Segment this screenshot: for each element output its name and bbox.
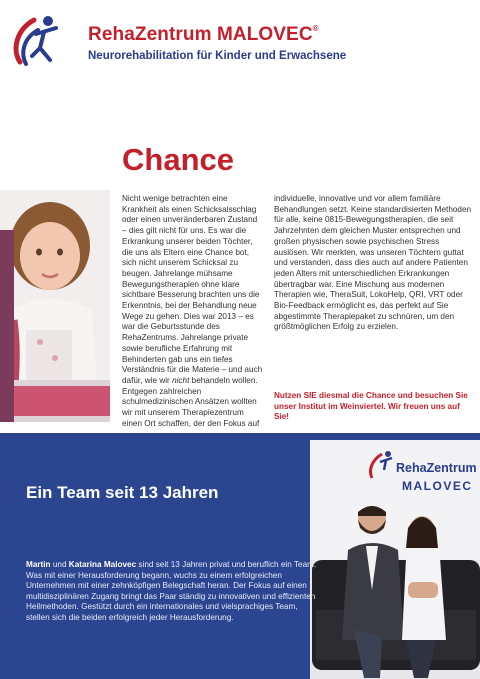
team-title: Ein Team seit 13 Jahren bbox=[26, 483, 219, 502]
chance-text-column-2: individuelle, innovative und vor allem familiäre Behandlungen setzt. Keine standardisierten Methoden für alle, keine 0815-Bewegungstherapien, die seit Jahrzehnten dem gleichen Muster entsprechen und großen physischen sowie psychischen Stress auslösen. Wir merkten, was unseren Töchtern guttat und verstanden, dass dies auch auf andere Patienten jeden Alters mit unterschiedlichen Erkrankungen übertragbar war. Eine Mischung aus modernen Therapien wie, TheraSuit, LokoHelp, QRI, VRT oder Bio-Feedback ermöglicht es, das perfekt auf Sie abgestimmte Therapiepaket zu schnüren, um den größtmöglichen Erfolg zu erzielen. bbox=[274, 194, 472, 332]
figure-swoosh-logo-icon bbox=[10, 12, 62, 72]
emphasis-nicht: nicht bbox=[172, 375, 190, 385]
photo-sign-line-1: RehaZentrum bbox=[396, 461, 477, 475]
girl-photo bbox=[0, 190, 110, 422]
chance-title: Chance bbox=[122, 142, 234, 177]
brand-name: RehaZentrum MALOVEC® bbox=[88, 24, 319, 45]
team-photo bbox=[310, 440, 480, 679]
chance-call-to-action: Nutzen SIE diesmal die Chance und besuchen Sie unser Institut im Weinviertel. Wir freuen uns auf Sie! bbox=[274, 391, 468, 422]
team-text: Martin und Katarina Malovec sind seit 13 Jahren privat und beruflich ein Team. Was mit einer Herausforderung begann, wuchs zu einem erfolgreichen Unternehmen mit einer zehnköpfigen Belegschaft heran. Der Fokus auf einen multidisziplinären Zugang bringt das Paar ständig zu innovativen und effizienten Heilmethoden. Gestützt durch ein internationales und vielsprachiges Team, stellen sich die beiden erfolgreich jeder Herausforderung. bbox=[26, 560, 317, 622]
chance-text-column-1: Nicht wenige betrachten eine Krankheit als einen Schicksalsschlag oder einen unveränderbaren Zustand – dies gilt nicht für uns. Es war die Erkrankung unserer beiden Töchter, die uns als Eltern eine Chance bot, sich nicht unserem Schicksal zu beugen. Jahrelange mühsame Bewegungstherapien ohne klare sichtbare Besserung brachten uns die Erkenntnis, bei der Behandlung neue Wege zu gehen. Dies war 2013 – es war die Geburtsstunde des RehaZentrums. Jahrelange private sowie berufliche Erfahrung mit Behinderten gab uns ein tiefes Verständnis für die Materie – und auch dafür, wie wir nicht behandeln wollen. Entgegen zahlreichen schulmedizinischen Ansätzen wollten wir mit unserem Therapiezentrum einen Ort schaffen, der den Fokus auf bbox=[122, 194, 263, 428]
photo-sign-line-2: MALOVEC bbox=[402, 479, 473, 493]
name-martin: Martin bbox=[26, 560, 51, 569]
brand-tagline: Neurorehabilitation für Kinder und Erwachsene bbox=[88, 50, 347, 62]
name-katarina: Katarina Malovec bbox=[68, 560, 137, 569]
